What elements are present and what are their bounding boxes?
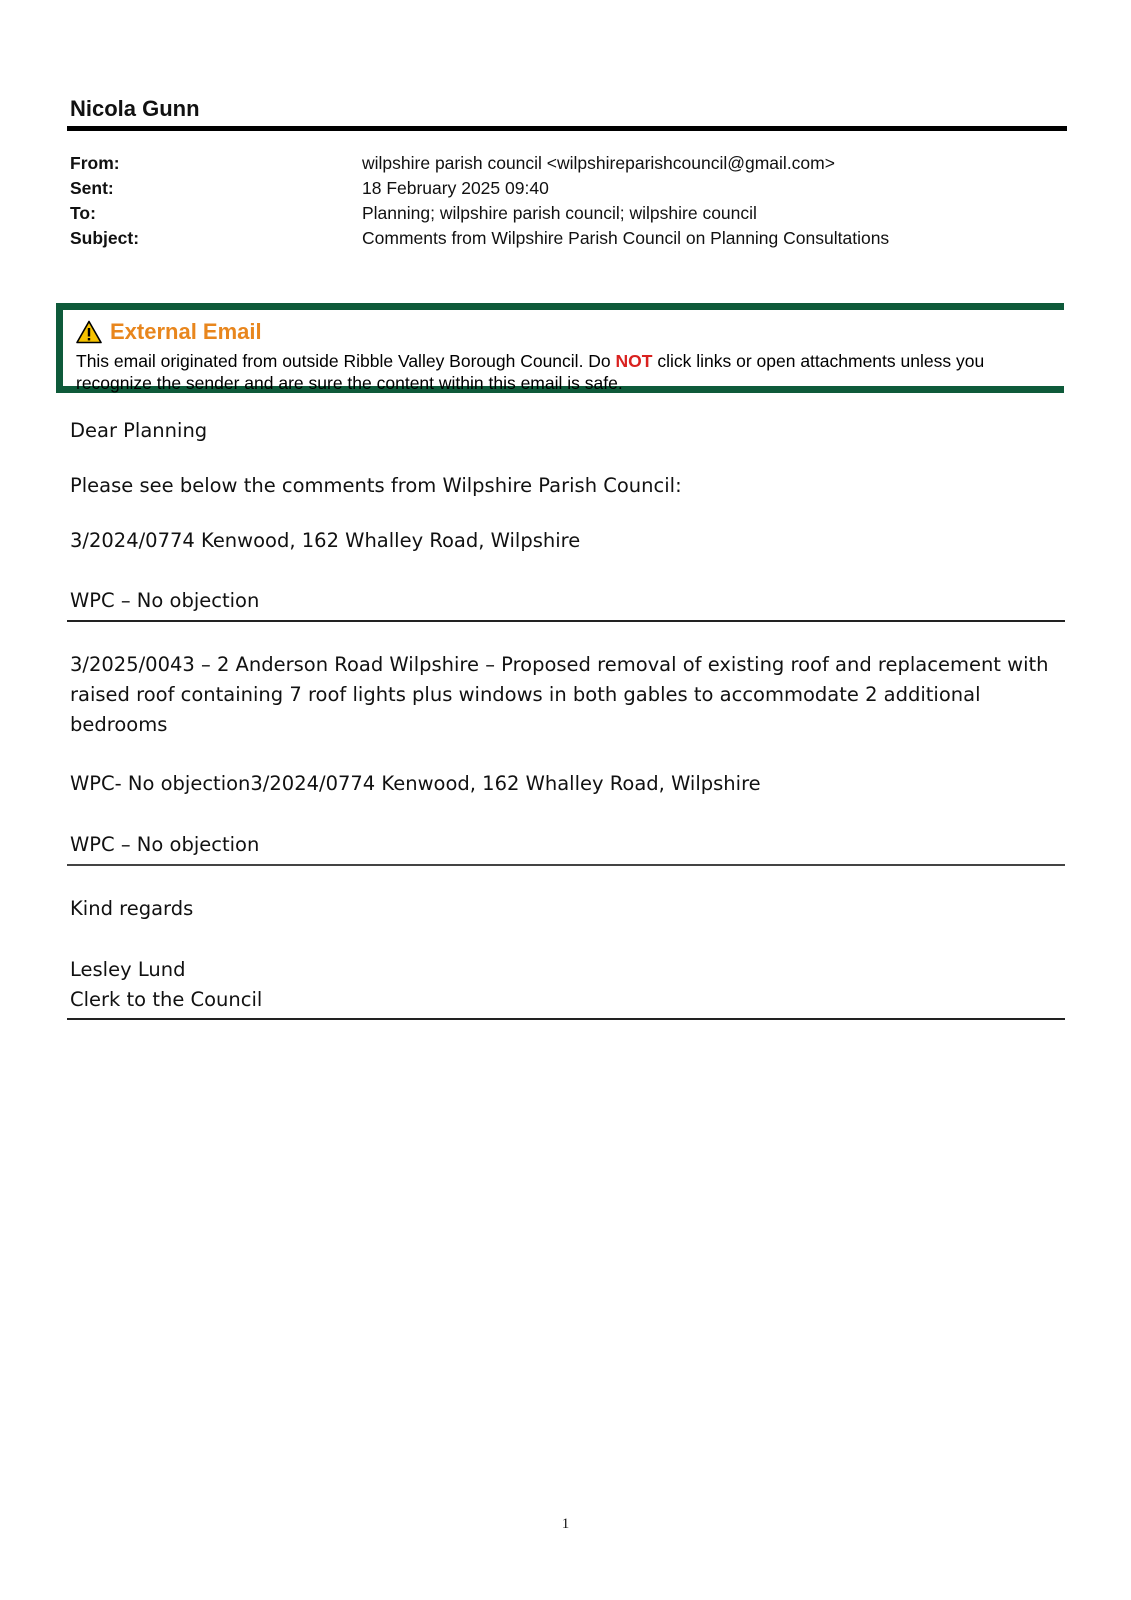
signature-name: Lesley Lund <box>70 958 186 981</box>
application-2-comment: WPC- No objection3/2024/0774 Kenwood, 162 Whalley Road, Wilpshire <box>70 772 761 795</box>
to-value: Planning; wilpshire parish council; wilpshire council <box>362 203 757 223</box>
closing: Kind regards <box>70 897 194 920</box>
page-number: 1 <box>561 1516 570 1532</box>
application-2: 3/2025/0043 – 2 Anderson Road Wilpshire – Proposed removal of existing roof and replacement with raised roof containing 7 roof lights plus windows in both gables to accommodate 2 additional bedrooms <box>70 653 1049 736</box>
greeting: Dear Planning <box>70 419 208 442</box>
banner-text-start: This email originated from outside Ribble Valley Borough Council. Do <box>76 351 616 371</box>
subject-label: Subject: <box>70 228 140 248</box>
section-divider <box>67 864 1065 866</box>
subject-value: Comments from Wilpshire Parish Council on Planning Consultations <box>362 228 890 248</box>
banner-text-end: click links or open attachments unless you recognize the sender and are sure the content within this email is safe. <box>76 351 985 393</box>
signature-divider <box>67 1018 1065 1020</box>
banner-text-emphasis: NOT <box>615 351 653 371</box>
section-divider <box>67 620 1065 622</box>
application-3-comment: WPC – No objection <box>70 833 260 856</box>
signature-title: Clerk to the Council <box>70 988 263 1011</box>
from-value: wilpshire parish council <wilpshireparishcouncil@gmail.com> <box>362 153 835 173</box>
warning-triangle-icon <box>76 320 102 344</box>
sent-value: 18 February 2025 09:40 <box>362 178 549 198</box>
intro-line: Please see below the comments from Wilpshire Parish Council: <box>70 474 682 497</box>
application-1: 3/2024/0774 Kenwood, 162 Whalley Road, Wilpshire <box>70 529 581 552</box>
banner-title-text: External Email <box>110 319 262 344</box>
external-email-banner <box>56 303 1064 393</box>
to-label: To: <box>70 203 96 223</box>
mailbox-owner-name: Nicola Gunn <box>70 96 200 121</box>
header-divider <box>67 126 1067 131</box>
application-1-comment: WPC – No objection <box>70 589 260 612</box>
sent-label: Sent: <box>70 178 114 198</box>
from-label: From: <box>70 153 120 173</box>
banner-message <box>76 350 1061 394</box>
banner-title <box>76 319 262 345</box>
